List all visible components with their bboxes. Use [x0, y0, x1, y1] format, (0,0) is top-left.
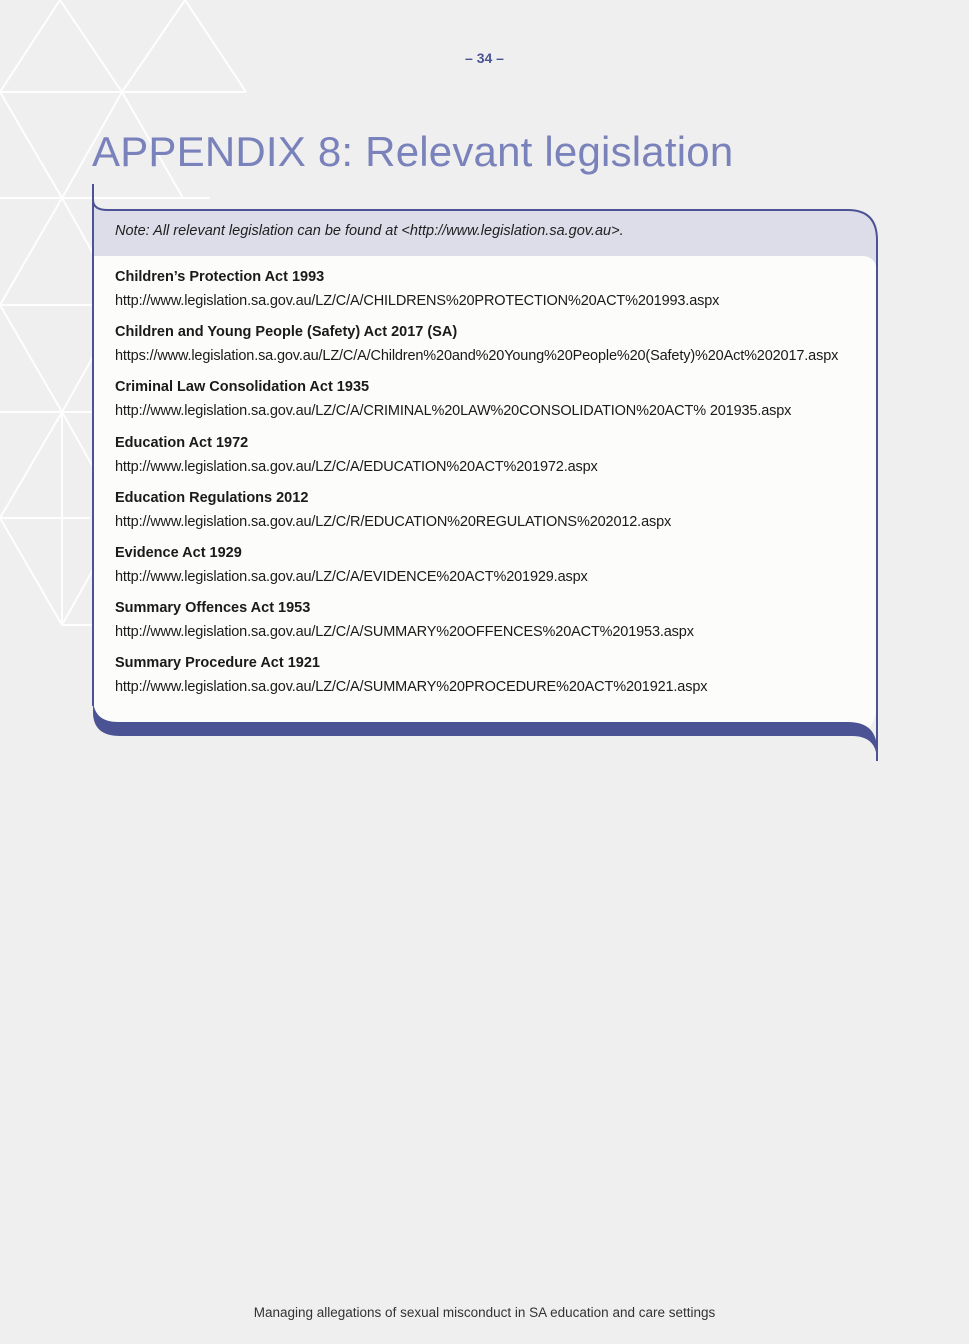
legislation-name: Criminal Law Consolidation Act 1935	[115, 379, 370, 396]
legislation-name: Summary Offences Act 1953	[115, 600, 311, 617]
legislation-list	[115, 267, 865, 709]
legislation-name: Evidence Act 1929	[115, 544, 242, 561]
legislation-url-link[interactable]: http://www.legislation.sa.gov.au/LZ/C/A/CRIMINAL%20LAW%20CONSOLIDATION%20ACT% 201935.aspx	[115, 403, 792, 420]
legislation-url-link[interactable]: http://www.legislation.sa.gov.au/LZ/C/R/EDUCATION%20REGULATIONS%202012.aspx	[115, 513, 672, 530]
legislation-item	[115, 653, 865, 708]
legislation-url-link[interactable]: http://www.legislation.sa.gov.au/LZ/C/A/SUMMARY%20OFFENCES%20ACT%201953.aspx	[115, 624, 694, 641]
legislation-url-link[interactable]: http://www.legislation.sa.gov.au/LZ/C/A/SUMMARY%20PROCEDURE%20ACT%201921.aspx	[115, 679, 708, 696]
legislation-item	[115, 433, 865, 488]
legislation-item	[115, 543, 865, 598]
legislation-name: Children and Young People (Safety) Act 2017 (SA)	[115, 324, 458, 341]
legislation-note: Note: All relevant legislation can be found at <http://www.legislation.sa.gov.au>.	[115, 223, 624, 239]
page-footer: Managing allegations of sexual misconduct in SA education and care settings	[253, 1305, 716, 1320]
legislation-name: Education Act 1972	[115, 434, 249, 451]
page-title: APPENDIX 8: Relevant legislation	[92, 128, 734, 175]
legislation-url-link[interactable]: http://www.legislation.sa.gov.au/LZ/C/A/EDUCATION%20ACT%201972.aspx	[115, 458, 598, 475]
legislation-name: Summary Procedure Act 1921	[115, 655, 320, 672]
legislation-item	[115, 377, 865, 432]
legislation-item	[115, 267, 865, 322]
legislation-url-link[interactable]: http://www.legislation.sa.gov.au/LZ/C/A/CHILDRENS%20PROTECTION%20ACT%201993.aspx	[115, 293, 720, 309]
page-number: – 34 –	[465, 50, 504, 66]
legislation-url-link[interactable]: http://www.legislation.sa.gov.au/LZ/C/A/EVIDENCE%20ACT%201929.aspx	[115, 568, 588, 585]
legislation-item	[115, 488, 865, 543]
legislation-item	[115, 322, 865, 377]
legislation-name: Education Regulations 2012	[115, 489, 309, 506]
legislation-url-link[interactable]: https://www.legislation.sa.gov.au/LZ/C/A/Children%20and%20Young%20People%20(Safety)%20Act%202017.aspx	[115, 348, 839, 365]
legislation-name: Children’s Protection Act 1993	[115, 269, 325, 285]
legislation-item	[115, 598, 865, 653]
